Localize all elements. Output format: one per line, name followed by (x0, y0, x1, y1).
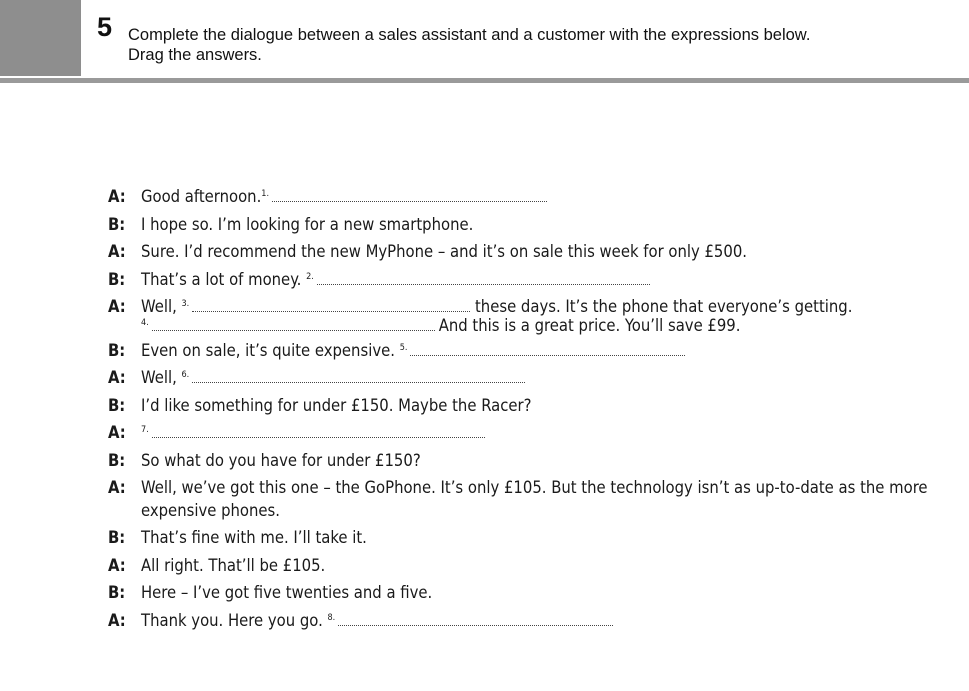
dialogue-line (108, 447, 948, 475)
speaker-label: B: (108, 583, 126, 602)
line-text: Thank you. Here you go. (141, 610, 328, 630)
dialogue-line (108, 474, 948, 524)
dialogue-line (108, 211, 948, 239)
speaker-label: A: (108, 242, 126, 261)
speaker-label: B: (108, 269, 126, 289)
line-text-after: And this is a great price. You’ll save £99. (438, 315, 741, 335)
speaker-label: B: (108, 450, 126, 470)
answer-gap-1[interactable] (272, 191, 547, 202)
line-text: That’s a lot of money. (141, 269, 307, 289)
speaker-label: A: (108, 368, 126, 387)
line-text-after: these days. It’s the phone that everyone’s getting. (470, 297, 853, 316)
line-text: That’s fine with me. I’ll take it. (141, 528, 367, 547)
speaker-label: B: (108, 214, 126, 234)
speaker-label: A: (108, 478, 126, 497)
answer-gap-4[interactable] (152, 320, 435, 331)
speaker-label: B: (108, 528, 126, 547)
dialogue-line (108, 183, 948, 211)
dialogue-line (108, 579, 948, 607)
answer-gap-5[interactable] (410, 345, 685, 356)
dialogue-line (108, 238, 948, 266)
dialogue-line-continuation (108, 315, 948, 337)
line-text: Well, (141, 297, 182, 316)
gap-number: 3. (181, 299, 190, 309)
header-rule (0, 78, 969, 83)
speaker-label: B: (108, 340, 126, 360)
dialogue-line (108, 419, 948, 447)
dialogue-line (108, 364, 948, 392)
gap-number: 8. (327, 612, 336, 623)
gap-number: 5. (399, 342, 408, 353)
dialogue-line (108, 607, 948, 635)
header-grey-block (0, 0, 81, 76)
line-text: Well, (141, 368, 182, 387)
exercise-instruction (128, 25, 810, 65)
gap-number: 2. (306, 271, 314, 282)
speaker-label: B: (108, 395, 126, 415)
dialogue-line (108, 524, 948, 552)
instruction-line-1: Complete the dialogue between a sales assistant and a customer with the expressions below. (128, 26, 811, 44)
dialogue-line (108, 266, 948, 294)
line-text: I hope so. I’m looking for a new smartphone. (141, 214, 474, 234)
gap-number: 7. (141, 425, 149, 435)
line-text: Well, we’ve got this one – the GoPhone. It’s only £105. But the technology isn’t as up-to-date as the more expensive phones. (141, 478, 928, 520)
speaker-label: A: (108, 297, 126, 316)
line-text: So what do you have for under £150? (141, 450, 421, 470)
dialogue-line (108, 337, 948, 365)
exercise-header (0, 0, 969, 84)
dialogue (108, 183, 948, 634)
line-text: I’d like something for under £150. Maybe the Racer? (141, 395, 532, 415)
speaker-label: A: (108, 555, 126, 575)
answer-gap-3[interactable] (192, 301, 470, 312)
line-text: Good afternoon. (141, 187, 262, 206)
line-text: Here – I’ve got five twenties and a five. (141, 583, 433, 602)
answer-gap-6[interactable] (192, 372, 525, 383)
line-text: Even on sale, it’s quite expensive. (141, 340, 400, 360)
answer-gap-7[interactable] (152, 427, 485, 438)
instruction-line-2: Drag the answers. (128, 46, 262, 64)
gap-number: 6. (181, 370, 190, 380)
speaker-label: A: (108, 187, 126, 206)
dialogue-line (108, 552, 948, 580)
speaker-label: A: (108, 610, 126, 630)
exercise-number: 5 (97, 12, 113, 42)
answer-gap-2[interactable] (317, 274, 650, 285)
line-text: Sure. I’d recommend the new MyPhone – and it’s on sale this week for only £500. (141, 242, 747, 261)
speaker-label: A: (108, 423, 126, 442)
line-text: All right. That’ll be £105. (141, 555, 326, 575)
dialogue-line (108, 392, 948, 420)
answer-gap-8[interactable] (338, 615, 613, 626)
gap-number: 1. (261, 189, 270, 199)
gap-number: 4. (141, 317, 149, 328)
